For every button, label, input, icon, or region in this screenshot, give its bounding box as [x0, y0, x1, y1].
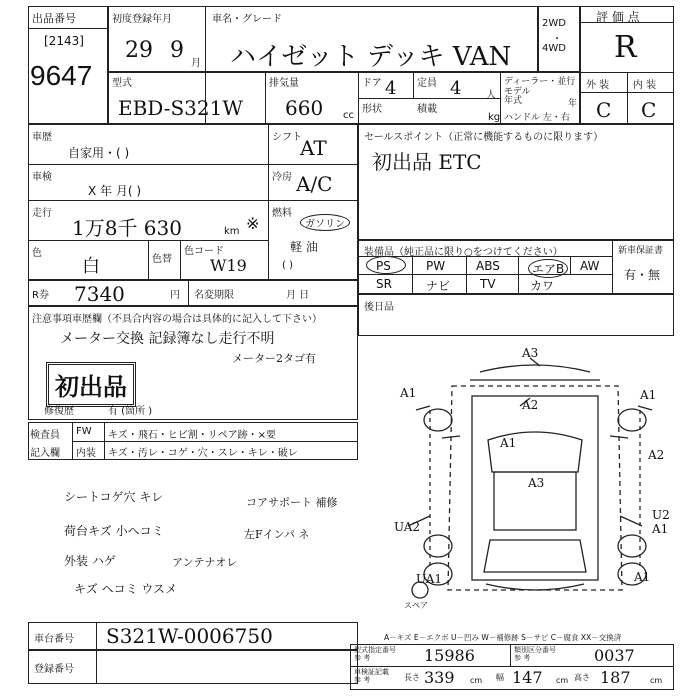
recycle-value: 7340: [74, 282, 125, 306]
ps-circle-mark: [366, 256, 406, 274]
color-change-label: 色替: [152, 254, 172, 265]
registration-label: 登録番号: [34, 664, 74, 675]
sales-text: 初出品 ETC: [372, 150, 482, 174]
equip-leather: カワ: [530, 279, 555, 293]
doors-value: 4: [385, 78, 397, 99]
sales-label: セールスポイント（正常に機能するものに限ります）: [364, 132, 604, 143]
notes-label: 注意事項車歴欄（不具合内容の場合は具体的に記入して下さい）: [32, 314, 322, 325]
diagram-mark-a3-top: A3: [522, 346, 539, 360]
height-cm: cm: [650, 676, 663, 685]
interior-label: 内 装: [633, 80, 657, 91]
inspector-row1-items: キズ・飛石・ヒビ割・リペア跡・×要: [108, 430, 276, 441]
first-reg-label: 初度登録年月: [112, 14, 172, 25]
drive-2wd: 2WD: [542, 18, 566, 29]
width-label: 幅: [496, 673, 504, 682]
equip-abs: ABS: [476, 259, 500, 273]
diagram-mark-u2-right: U2: [652, 508, 670, 522]
width-value: 147: [512, 668, 543, 687]
class-ref-label: 類別区分番号 参 考: [514, 646, 556, 662]
color-code-label: 色コード: [184, 246, 224, 257]
lot-sub: [2143]: [44, 34, 84, 48]
ac-value: A/C: [296, 172, 333, 196]
fuel-value: ガソリン: [300, 214, 350, 231]
model-year-label: モデル 年式: [504, 87, 531, 106]
name-change-label: 名変期限: [194, 290, 234, 301]
height-value: 187: [600, 668, 631, 687]
shift-label: シフト: [272, 132, 302, 143]
equip-airbag: エアB: [528, 259, 568, 278]
model-value: EBD-S321W: [118, 96, 243, 120]
chassis-value: S321W-0006750: [106, 624, 273, 648]
diagram-mark-a2-right: A2: [648, 448, 665, 462]
chassis-label: 車台番号: [34, 634, 74, 645]
remark-line3: 外装 ハゲ: [64, 554, 116, 568]
length-label: 長さ: [404, 673, 420, 682]
inspector-row2-items: キズ・汚レ・コゲ・穴・スレ・キレ・破レ: [108, 448, 298, 459]
remark-line6: 左Fインパ ネ: [244, 528, 310, 541]
repair-value: 有 (箇所 ): [108, 406, 153, 417]
year-unit: 年: [568, 99, 578, 109]
dims-label: 車検証記載 参 考: [354, 668, 389, 684]
drive-dot: ・: [552, 34, 562, 45]
equip-sr: SR: [376, 277, 392, 291]
spec-ref: 15986: [424, 646, 475, 665]
exterior-grade: C: [596, 98, 612, 122]
delivery-box: [358, 294, 674, 336]
diagram-mark-a2-hood: A2: [522, 398, 539, 412]
diagram-mark-ua1-left: UA1: [416, 572, 443, 586]
warranty-label: 新車保証書: [618, 246, 664, 256]
mileage-mark: ※: [246, 214, 260, 233]
first-reg-month: 9: [170, 38, 184, 63]
score-value: R: [614, 30, 637, 65]
remark-line7: アンテナオレ: [172, 556, 238, 569]
spare-label: スペア: [404, 601, 428, 610]
first-listing-stamp: 初出品: [46, 362, 136, 407]
length-value: 339: [424, 668, 455, 687]
equip-navi: ナビ: [426, 279, 451, 293]
name-change-value: 月 日: [286, 290, 310, 301]
inspector-row1-title: FW: [76, 426, 92, 437]
seats-value: 4: [450, 78, 462, 99]
load-label: 積載: [417, 104, 437, 115]
remark-line2: 荷台キズ 小ヘコミ: [64, 524, 164, 538]
month-unit: 月: [191, 58, 201, 69]
inspector-row2-title: 内装: [76, 448, 96, 459]
displacement-label: 排気量: [269, 78, 299, 89]
person-unit: 人: [486, 90, 496, 101]
equip-aw: AW: [580, 259, 600, 273]
car-name: ハイゼット デッキ VAN: [230, 42, 512, 72]
mileage-label: 走行: [32, 208, 52, 219]
lot-number: 9647: [30, 60, 93, 91]
history-label: 車歴: [32, 132, 52, 143]
spec-ref-label: 型式指定番号 参 考: [354, 646, 396, 662]
exterior-label: 外 装: [586, 80, 610, 91]
kg-unit: kg: [488, 112, 501, 123]
inspector-label2: 記入欄: [30, 448, 60, 459]
score-label: 評 価 点: [596, 10, 640, 24]
color-value: 白: [82, 256, 100, 277]
diagram-mark-a1-left: A1: [400, 386, 417, 400]
remark-line1: シートコゲ穴 キレ: [64, 490, 164, 504]
diagram-mark-a1-right: A1: [640, 388, 657, 402]
fuel-paren: ( ): [282, 260, 293, 271]
seats-label: 定員: [417, 78, 437, 89]
length-cm: cm: [470, 676, 483, 685]
registration-box: [28, 650, 358, 684]
dealer-label: ディーラー・並行: [504, 77, 576, 87]
equip-ps: PS: [376, 259, 391, 273]
equipment-label: 装備品（純正品に限り○をつけてください）: [364, 247, 563, 258]
interior-grade: C: [641, 98, 657, 122]
mileage-value: 1万8千 630: [72, 216, 182, 240]
model-label: 型式: [112, 78, 132, 89]
shift-value: AT: [300, 136, 327, 160]
diagram-mark-ua2-left: UA2: [394, 520, 421, 534]
repair-label: 修復歴: [44, 406, 74, 417]
legend-text: A－キズ E－エクボ U－凹み W－補修跡 S－サビ C－腐食 XX－交換済: [384, 633, 622, 642]
fuel-label: 燃料: [272, 208, 292, 219]
equip-pw: PW: [426, 259, 446, 273]
drive-4wd: 4WD: [542, 43, 566, 54]
width-cm: cm: [556, 676, 569, 685]
diagram-mark-a1-right-low: A1: [652, 522, 669, 536]
color-code: W19: [210, 256, 247, 275]
color-label: 色: [32, 248, 42, 259]
fuel-alt: 軽 油: [290, 240, 318, 254]
remark-line5: コアサポート 補修: [246, 496, 338, 509]
inspector-label1: 検査員: [30, 430, 60, 441]
shape-label: 形状: [362, 104, 382, 115]
equip-tv: TV: [480, 277, 496, 291]
history-value: 自家用・( ): [68, 146, 130, 160]
displacement-value: 660: [285, 96, 324, 120]
handle-label: ハンドル 左・右: [504, 113, 570, 123]
car-name-label: 車名・グレード: [212, 14, 282, 25]
height-label: 高さ: [574, 673, 590, 682]
delivery-label: 後日品: [364, 302, 394, 313]
ac-label: 冷房: [272, 172, 292, 183]
class-ref: 0037: [594, 646, 635, 665]
doors-label: ドア: [362, 78, 382, 89]
notes-line2: メーター2タゴ有: [232, 352, 316, 365]
diagram-mark-a1-rear: A1: [634, 570, 651, 584]
remark-line4: キズ ヘコミ ウスメ: [74, 582, 178, 596]
first-reg-year: 29: [125, 38, 153, 63]
lot-label: 出品番号: [32, 12, 76, 25]
inspection-value: X 年 月( ): [88, 184, 142, 198]
cc-unit: cc: [343, 110, 354, 121]
recycle-unit: 円: [170, 290, 180, 301]
recycle-label: R券: [32, 290, 49, 301]
warranty-value: 有・無: [624, 268, 661, 282]
km-unit: km: [224, 226, 240, 237]
diagram-mark-a1-front: A1: [500, 436, 517, 450]
inspection-label: 車検: [32, 172, 52, 183]
diagram-mark-a3-center: A3: [528, 476, 545, 490]
notes-line1: メーター交換 記録簿なし走行不明: [60, 331, 275, 347]
